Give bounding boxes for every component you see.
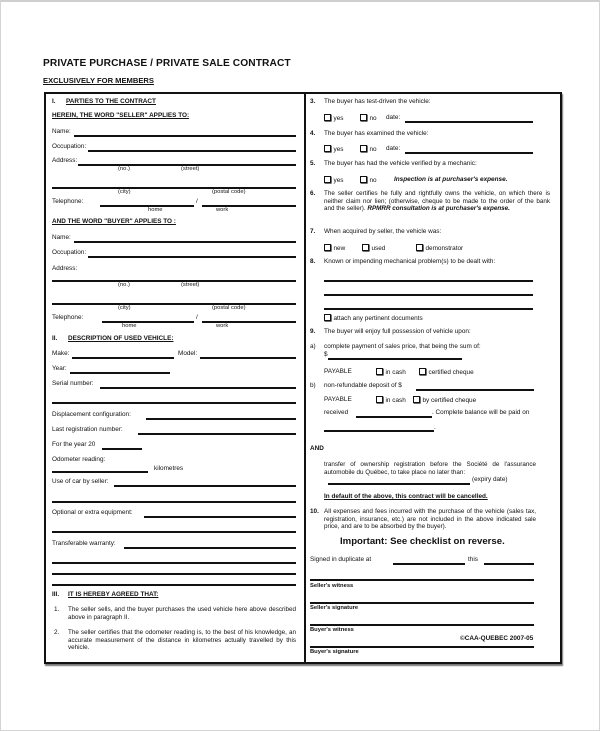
- section3-heading: IT IS HEREBY AGREED THAT:: [68, 591, 159, 598]
- expiry-date-field[interactable]: [328, 483, 470, 485]
- buyer-telephone-label: Telephone:: [52, 314, 84, 321]
- checkbox-icon[interactable]: [376, 396, 383, 403]
- item7-new-label: new: [333, 245, 346, 252]
- item9b-comma: .: [434, 424, 436, 431]
- item6-body: The seller certifies he fully and rightfully owns the vehicle, on which there is neither claim nor lien; (otherwise, cheque to be made to the order of the bank and the seller).: [324, 190, 550, 213]
- item9a-dollar: $: [324, 351, 328, 358]
- checkbox-icon[interactable]: [360, 114, 367, 121]
- item9b-cheque-label: by certified cheque: [422, 397, 477, 404]
- serial-label: Serial number:: [52, 380, 94, 387]
- year-label: Year:: [52, 365, 67, 372]
- seller-address-label: Address:: [52, 157, 78, 164]
- seller-postal-hint: (postal code): [212, 189, 246, 195]
- document-title: PRIVATE PURCHASE / PRIVATE SALE CONTRACT: [43, 58, 291, 69]
- buyer-name-field[interactable]: [74, 241, 296, 243]
- optional-equipment-field-line2[interactable]: [52, 531, 296, 533]
- buyer-address-label: Address:: [52, 265, 78, 272]
- seller-telephone-label: Telephone:: [52, 198, 84, 205]
- item3-yes-label: yes: [333, 115, 344, 122]
- important-notice: Important: See checklist on reverse.: [340, 536, 505, 547]
- odometer-label: Odometer reading:: [52, 456, 106, 463]
- seller-witness-label: Seller's witness: [310, 583, 354, 589]
- seller-heading: HEREIN, THE WORD "SELLER" APPLIES TO:: [52, 112, 190, 119]
- section2-number: II.: [52, 335, 58, 342]
- item9a-cheque-option[interactable]: [419, 368, 474, 377]
- item3-date-field[interactable]: [405, 121, 533, 123]
- item7-new-option[interactable]: [324, 244, 345, 253]
- expiry-date-label: (expiry date): [472, 476, 508, 483]
- item9b-cheque-option[interactable]: [413, 396, 476, 405]
- seller-occupation-field[interactable]: [88, 150, 296, 152]
- checkbox-icon[interactable]: [360, 145, 367, 152]
- section1-number: I.: [52, 98, 56, 105]
- received-field[interactable]: [356, 416, 432, 418]
- section3-number: III.: [52, 591, 60, 598]
- seller-occupation-label: Occupation:: [52, 143, 87, 150]
- item8-field-line1[interactable]: [324, 280, 533, 282]
- buyer-no-hint: (no.): [118, 282, 130, 288]
- signed-date-field[interactable]: [484, 563, 534, 565]
- balance-date-field[interactable]: [324, 430, 434, 432]
- agreement-1-text: The seller sells, and the buyer purchases the used vehicle here above described above in paragraph II.: [68, 606, 296, 621]
- checkbox-icon[interactable]: [376, 368, 383, 375]
- year-field[interactable]: [70, 372, 170, 374]
- item9b-received: received: [324, 409, 349, 416]
- item4-number: 4.: [310, 130, 316, 137]
- seller-street-hint: (street): [181, 166, 200, 172]
- buyer-signature-label: Buyer's signature: [310, 649, 359, 655]
- item5-yes-option[interactable]: [324, 176, 343, 185]
- item9b-text: non-refundable deposit of $: [324, 382, 402, 389]
- document-subtitle: EXCLUSIVELY FOR MEMBERS: [43, 76, 154, 85]
- buyer-heading: AND THE WORD "BUYER" APPLIES TO :: [52, 218, 176, 225]
- buyer-home-hint: home: [122, 323, 137, 329]
- buyer-occupation-label: Occupation:: [52, 249, 87, 256]
- buyer-street-hint: (street): [181, 282, 200, 288]
- item3-number: 3.: [310, 98, 316, 105]
- copyright-notice: ©CAA-QUEBEC 2007-05: [460, 635, 534, 642]
- seller-witness-line[interactable]: [310, 579, 534, 581]
- column-divider: [304, 94, 306, 662]
- item4-date-label: date:: [386, 145, 401, 152]
- item9-text: The buyer will enjoy full possession of vehicle upon:: [324, 328, 471, 335]
- this-label: this: [468, 556, 478, 563]
- item5-number: 5.: [310, 160, 316, 167]
- item5-no-label: no: [369, 177, 377, 184]
- seller-home-hint: home: [148, 207, 163, 213]
- checkbox-icon[interactable]: [419, 368, 426, 375]
- default-notice: In default of the above, this contract will be cancelled.: [324, 493, 488, 500]
- seller-signature-label: Seller's signature: [310, 605, 359, 611]
- item10-text: All expenses and fees incurred with the purchase of the vehicle (sales tax, registration, insurance, etc.) are not included in the above indicated sale price, and are to be absorbed by the buyer).: [324, 508, 536, 531]
- item9b-payable: PAYABLE: [324, 396, 352, 403]
- item9a-cash-option[interactable]: [376, 368, 406, 377]
- warranty-field-line3[interactable]: [52, 573, 296, 575]
- seller-work-hint: work: [216, 207, 229, 213]
- warranty-field-line4[interactable]: [52, 584, 296, 586]
- agreement-2-number: 2.: [54, 629, 60, 636]
- attach-documents-label: attach any pertinent documents: [333, 315, 423, 322]
- item10-number: 10.: [310, 508, 319, 515]
- and-label: AND: [310, 445, 324, 452]
- item7-demonstrator-label: demonstrator: [425, 245, 464, 252]
- warranty-label: Transferable warranty:: [52, 540, 116, 547]
- deposit-field[interactable]: [416, 389, 534, 391]
- seller-city-hint: (city): [118, 189, 131, 195]
- item9-number: 9.: [310, 328, 316, 335]
- item3-no-option[interactable]: [360, 114, 377, 123]
- for-year-field[interactable]: [102, 448, 142, 450]
- signed-at-field[interactable]: [393, 563, 465, 565]
- item4-yes-label: yes: [333, 146, 344, 153]
- item9b-cash-label: in cash: [385, 397, 406, 404]
- make-field[interactable]: [72, 357, 174, 359]
- item9b-label: b): [310, 382, 316, 389]
- section1-heading: PARTIES TO THE CONTRACT: [66, 98, 156, 105]
- item9b-cash-option[interactable]: [376, 396, 406, 405]
- item5-yes-label: yes: [333, 177, 344, 184]
- item9a-text: complete payment of sales price, that being the sum of:: [324, 343, 481, 350]
- signed-at-label: Signed in duplicate at: [310, 556, 372, 563]
- checkbox-icon[interactable]: [360, 176, 367, 183]
- item3-yes-option[interactable]: [324, 114, 343, 123]
- item9b-balance: . Complete balance will be paid on: [432, 409, 530, 416]
- item4-date-field[interactable]: [405, 152, 533, 154]
- item5-text: The buyer has had the vehicle verified by a mechanic:: [324, 160, 477, 167]
- kilometres-label: kilometres: [154, 465, 184, 472]
- item3-no-label: no: [369, 115, 377, 122]
- optional-equipment-label: Optional or extra equipment:: [52, 509, 133, 516]
- seller-no-hint: (no.): [118, 166, 130, 172]
- item7-number: 7.: [310, 228, 316, 235]
- buyer-city-field[interactable]: [52, 303, 296, 305]
- item4-text: The buyer has examined the vehicle:: [324, 130, 429, 137]
- agreement-2-text: The seller certifies that the odometer reading is, to the best of his knowledge, an accurate measurement of the distance in kilometres actually travelled by this vehicle.: [68, 629, 296, 652]
- serial-field-line2[interactable]: [52, 402, 296, 404]
- section2-heading: DESCRIPTION OF USED VEHICLE:: [68, 335, 174, 342]
- item8-text: Known or impending mechanical problem(s) to be dealt with:: [324, 258, 496, 265]
- checkbox-icon[interactable]: [324, 244, 331, 251]
- make-label: Make:: [52, 350, 70, 357]
- transfer-text: transfer of ownership registration before the Société de l'assurance automobile du Québec, to take place no later than:: [324, 461, 536, 476]
- contract-box: [44, 92, 562, 664]
- use-of-car-field-line2[interactable]: [52, 501, 296, 503]
- warranty-field[interactable]: [124, 547, 296, 549]
- displacement-label: Displacement configuration:: [52, 411, 131, 418]
- checkbox-icon[interactable]: [413, 396, 420, 403]
- item4-no-option[interactable]: [360, 145, 377, 154]
- checkbox-icon[interactable]: [324, 176, 331, 183]
- seller-name-field[interactable]: [74, 135, 296, 137]
- model-label: Model:: [178, 350, 198, 357]
- item6-number: 6.: [310, 190, 316, 197]
- checkbox-icon[interactable]: [324, 114, 331, 121]
- item7-used-option[interactable]: [362, 244, 385, 253]
- item8-number: 8.: [310, 258, 316, 265]
- item6-text: [324, 190, 550, 213]
- agreement-1-number: 1.: [54, 606, 60, 613]
- buyer-city-hint: (city): [118, 305, 131, 311]
- sale-price-field[interactable]: [328, 358, 462, 360]
- checkbox-icon[interactable]: [324, 314, 331, 321]
- checkbox-icon[interactable]: [416, 244, 423, 251]
- seller-home-phone-field[interactable]: [100, 205, 194, 207]
- item5-no-option[interactable]: [360, 176, 377, 185]
- item6-note: RPMRR consultation is at purchaser's expense.: [367, 205, 510, 213]
- for-year-label: For the year 20: [52, 441, 96, 448]
- buyer-work-hint: work: [216, 323, 229, 329]
- buyer-phone-slash: /: [196, 314, 198, 321]
- last-registration-label: Last registration number:: [52, 426, 123, 433]
- buyer-witness-label: Buyer's witness: [310, 627, 354, 633]
- odometer-field[interactable]: [52, 471, 148, 473]
- checkbox-icon[interactable]: [362, 244, 369, 251]
- item3-text: The buyer has test-driven the vehicle:: [324, 98, 431, 105]
- buyer-address-field[interactable]: [52, 280, 296, 282]
- buyer-postal-hint: (postal code): [212, 305, 246, 311]
- item7-used-label: used: [371, 245, 386, 252]
- item7-text: When acquired by seller, the vehicle was:: [324, 228, 442, 235]
- item9a-cash-label: in cash: [385, 369, 406, 376]
- use-of-car-field[interactable]: [114, 485, 296, 487]
- item7-demonstrator-option[interactable]: [416, 244, 463, 253]
- item9a-label: a): [310, 343, 316, 350]
- checkbox-icon[interactable]: [324, 145, 331, 152]
- item3-date-label: date:: [386, 114, 401, 121]
- last-registration-field[interactable]: [138, 433, 296, 435]
- use-of-car-label: Use of car by seller:: [52, 478, 109, 485]
- attach-documents-option[interactable]: [324, 314, 423, 323]
- seller-city-field[interactable]: [52, 187, 296, 189]
- buyer-home-phone-field[interactable]: [102, 321, 194, 323]
- warranty-field-line2[interactable]: [52, 562, 296, 564]
- seller-name-label: Name:: [52, 128, 71, 135]
- item4-yes-option[interactable]: [324, 145, 343, 154]
- item8-field-line3[interactable]: [324, 308, 533, 310]
- seller-phone-slash: /: [196, 198, 198, 205]
- item9a-payable: PAYABLE: [324, 368, 352, 375]
- item9a-cheque-label: certified cheque: [428, 369, 474, 376]
- displacement-field[interactable]: [146, 418, 296, 420]
- model-field[interactable]: [200, 357, 296, 359]
- serial-field[interactable]: [100, 387, 296, 389]
- item4-no-label: no: [369, 146, 377, 153]
- item8-field-line2[interactable]: [324, 294, 533, 296]
- buyer-name-label: Name:: [52, 234, 71, 241]
- buyer-occupation-field[interactable]: [88, 256, 296, 258]
- optional-equipment-field[interactable]: [144, 516, 296, 518]
- item5-note: Inspection is at purchaser's expense.: [394, 176, 508, 183]
